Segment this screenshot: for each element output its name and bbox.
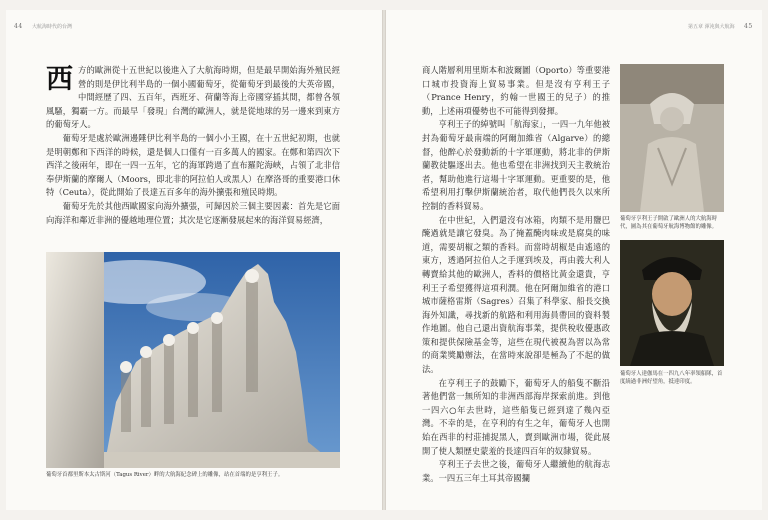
left-body-text <box>46 64 340 227</box>
paragraph: 方的歐洲從十五世紀以後進入了大航海時期，但是最早開始海外殖民經營的則是伊比利半島的一個小國葡萄牙，從葡萄牙到最後的大英帝國，中間經歷了四、五百年，西班牙、荷蘭等海上帝國穿插其間，都曾各領風騷，獨霸一方。而最早「發現」台灣的歐洲人，就是從地球的另一邊來到東方的葡萄牙人。 <box>46 65 340 130</box>
drop-cap: 西 <box>46 64 73 95</box>
right-body-text <box>422 64 610 485</box>
portrait-photo <box>620 240 724 366</box>
running-head-left: 大航海時代的台灣 <box>32 24 73 30</box>
paragraph: 葡萄牙先於其他西歐國家向海外擴張，可歸因於三個主要因素：首先是它面向海洋和鄰近非洲的優越地理位置；其次是它逐漸發展起來的海洋貿易經濟， <box>46 200 340 225</box>
photo-caption: 葡萄牙首都里斯本太古斯河（Tagus River）畔的大航海紀念碑上的雕像，站在首端的是亨利王子。 <box>46 472 284 478</box>
paragraph: 葡萄牙是處於歐洲邊陲伊比利半島的一個小小王國，在十五世紀初期，也就是明朝鄭和下西洋的時候，還是個人口僅有一百多萬人的國家。在鄭和第四次下西洋之後兩年，即在一四一五年，它的海軍跨過了直布羅陀海峽，占領了北非信奉伊斯蘭的摩爾人（Moors，即北非的阿拉伯人或黑人）在摩洛哥的重要港口休特（Ceuta），從此開始了長達五百多年的海外擴張和殖民時期。 <box>46 132 340 198</box>
paragraph: 亨利王子的綽號叫「航海家」，一四一九年他被封為葡萄牙最南端的阿爾加維省（Algarve）的總督，他醉心於發動新的十字軍運動，將北非的伊斯蘭教徒驅逐出去。他也希望在非洲找到天主教統治者，幫助他進行這場十字軍運動。更重要的是，他希望利用打擊伊斯蘭統治者，取代他們長久以來所控制的香料貿易。 <box>422 119 610 211</box>
left-page <box>6 10 382 510</box>
monument-photo <box>46 252 340 468</box>
statue-photo <box>620 64 724 212</box>
portrait-caption: 葡萄牙人達伽馬在一四九八年率領船隊，首度繞過非洲好望角，抵達印度。 <box>620 371 723 386</box>
statue-caption: 葡萄牙亨利王子開啟了歐洲人的大航海時代，圖為其在葡萄牙航海博物館的雕像。 <box>620 216 718 231</box>
running-head-right: 第五章 渾沌與大航海 <box>688 24 735 30</box>
right-page <box>386 10 762 510</box>
paragraph: 亨利王子去世之後，葡萄牙人繼續他的航海志業。一四五三年土耳其帝國攔 <box>422 459 610 483</box>
paragraph: 商人階層利用里斯本和波爾圖（Oporto）等重要港口城市投資海上貿易事業。但是沒有亨利王子（Prance Henry，約翰一世國王的兒子）的推動，上述兩項優勢也不可能得到發揮。 <box>422 65 610 116</box>
page-number-right: 45 <box>744 23 753 30</box>
paragraph: 在中世紀，入們還沒有冰箱，肉類不是用鹽巴醃過就是讓它發臭。為了掩蓋醃肉味或是腐臭的味道，需要胡椒之類的香料。而當時胡椒是由遙遠的東方，透過阿拉伯人之手運到埃及，再由義大利人轉賣給其他的歐洲人，香料的價格比黃金還貴，亨利王子希望獲得這項利潤。他在阿爾加維省的港口城市薩格雷斯（Sagres）召集了科學家、船長交換海外知識，尋找新的航路和利用海員帶回的資料製作地圖。他自己還出資航海事業，提供稅收優惠政策和提供保險基金等，這些在現代被視為習以為常的商業獎勵辦法，在當時來說卻是極為了不起的做法。 <box>422 214 610 375</box>
paragraph: 在亨利王子的鼓勵下，葡萄牙人的船隻不斷沿著他們當一無所知的非洲西部海岸探索前進。到他一四六○年去世時，這些船隻已經到達了幾內亞灣。不幸的是，在亨利的有生之年，葡萄牙人也開始在西非的村莊捕捉黑人，賣到歐洲市場，從此展開了使人類歷史蒙羞的長達四百年的奴隸貿易。 <box>422 377 610 456</box>
page-number-left: 44 <box>14 23 23 30</box>
